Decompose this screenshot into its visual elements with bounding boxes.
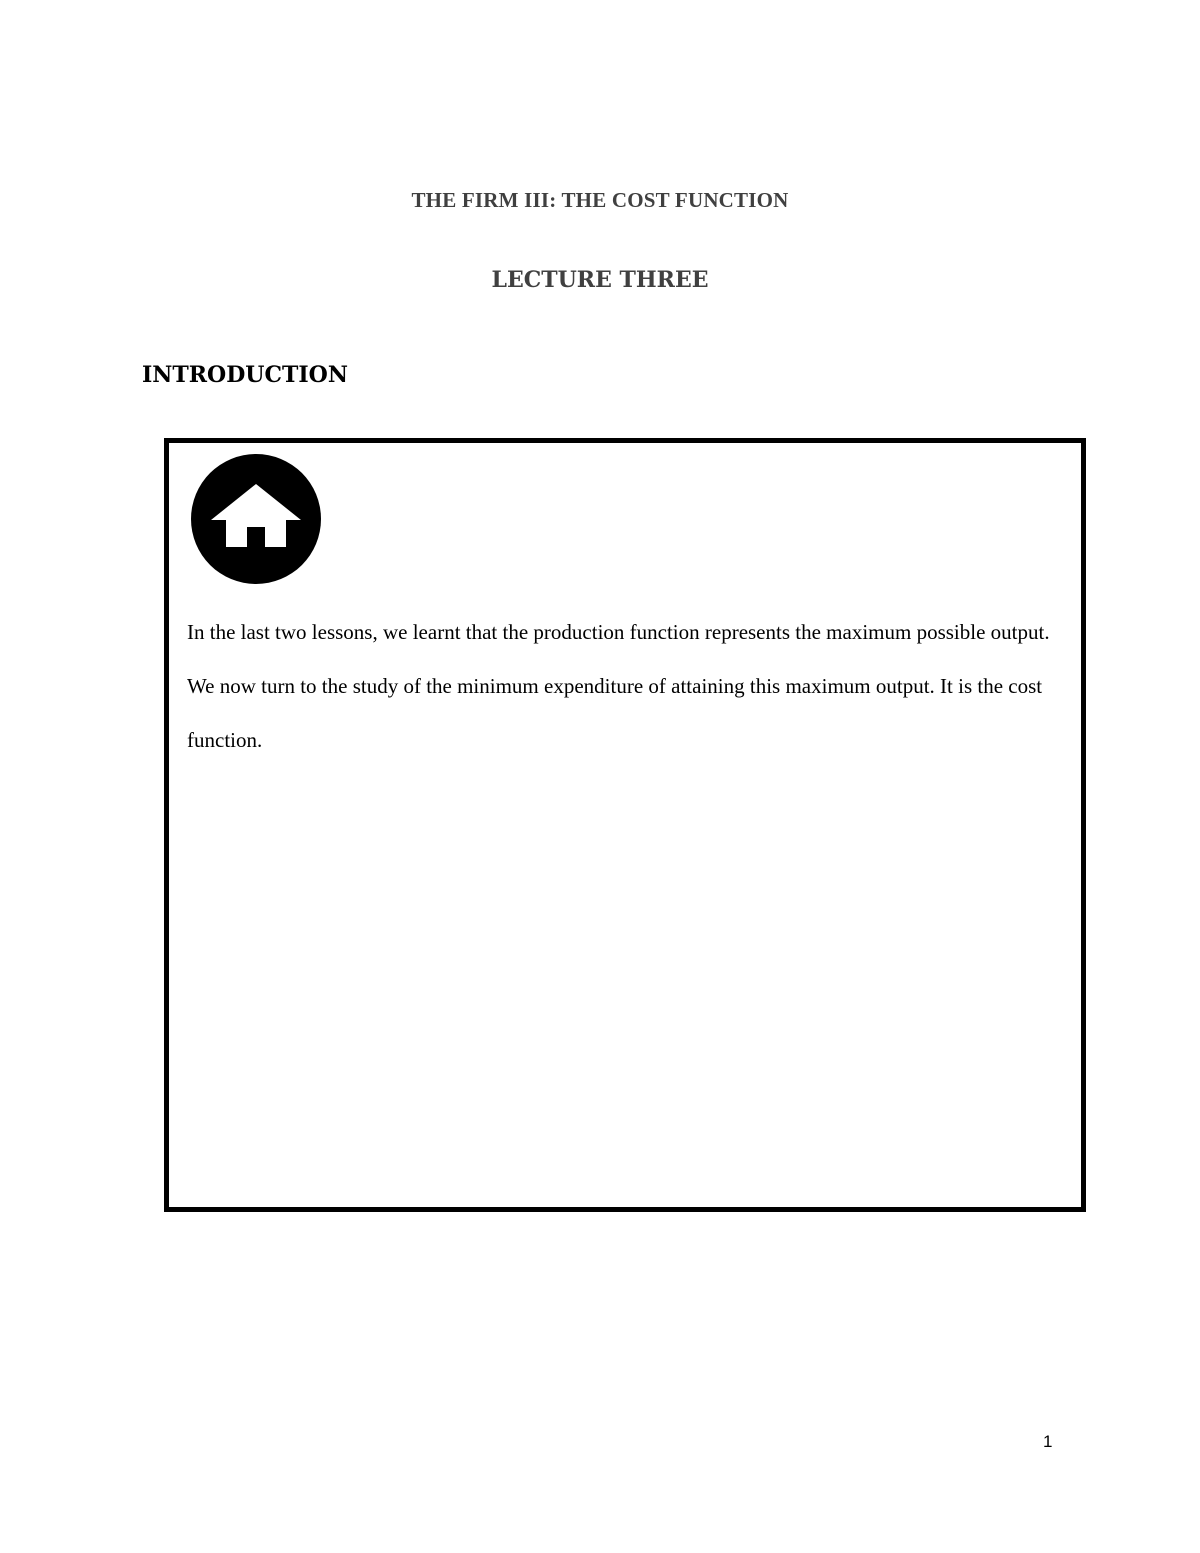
home-icon	[191, 454, 321, 584]
introduction-text: In the last two lessons, we learnt that the production function represents the maximum possible output. We now turn to the study of the minimum expenditure of attaining this maximum output. It is the cost function.	[187, 620, 1050, 752]
lecture-label: LECTURE THREE	[491, 267, 709, 293]
document-title: THE FIRM III: THE COST FUNCTION	[411, 188, 789, 212]
introduction-box	[164, 438, 1086, 1212]
page-number: 1	[1043, 1432, 1053, 1451]
section-heading: INTRODUCTION	[142, 362, 348, 388]
